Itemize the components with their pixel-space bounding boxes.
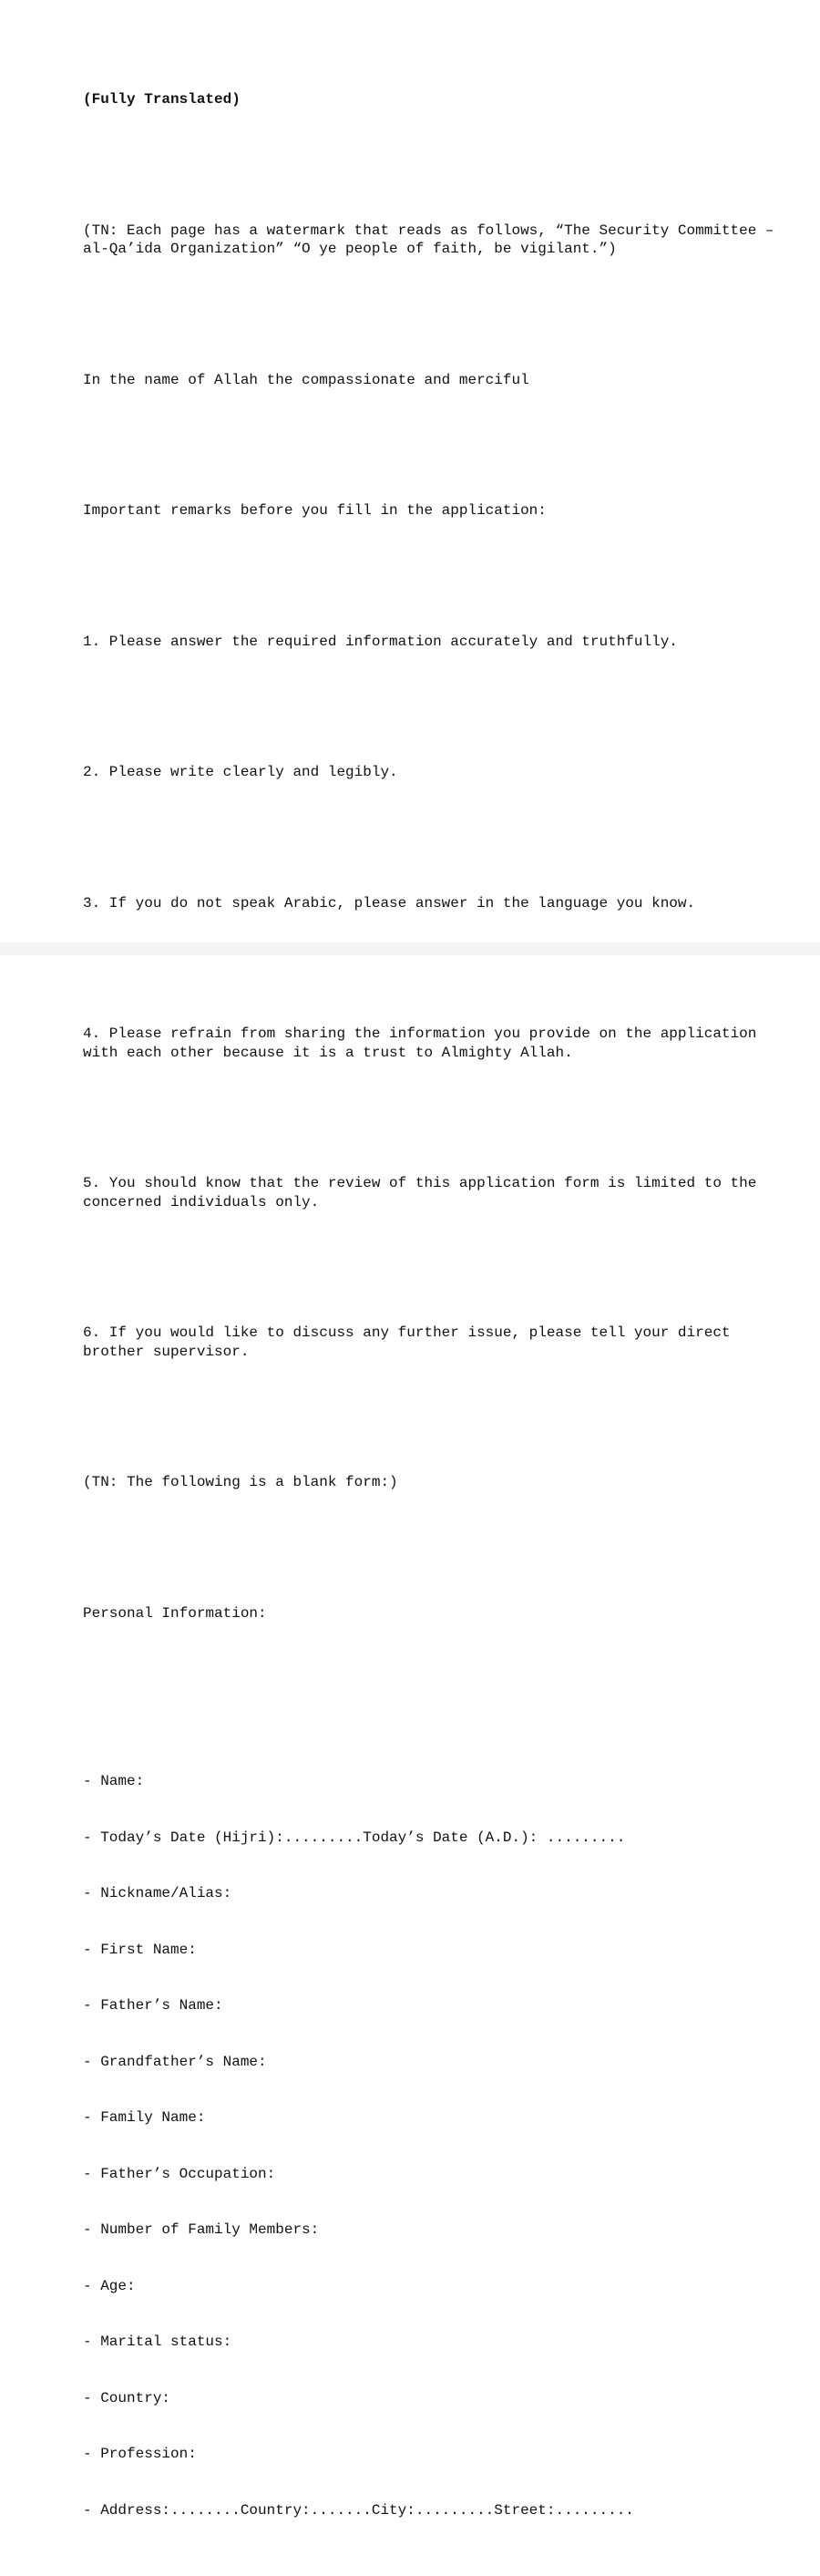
remark-item: 5. You should know that the review of this application form is limited to the concerned individuals only. xyxy=(83,1175,765,1211)
form-field-line: - Address:........Country:.......City:.........Street:......... xyxy=(83,2501,634,2519)
remark-item: 2. Please write clearly and legibly. xyxy=(83,764,398,780)
form-field-line: - Country: xyxy=(83,2389,171,2406)
form-field-line: - Number of Family Members: xyxy=(83,2221,320,2238)
form-field-line: - Today’s Date (Hijri):.........Today’s Date (A.D.): ......... xyxy=(83,1829,626,1846)
form-field-line: - First Name: xyxy=(83,1941,197,1958)
remarks-intro: Important remarks before you fill in the application: xyxy=(83,502,547,519)
document-heading: (Fully Translated) xyxy=(83,91,241,108)
translator-note-watermark: (TN: Each page has a watermark that reads as follows, “The Security Committee – al-Qa’ida Organization” “O ye people of faith, be vigilant.”) xyxy=(83,222,784,257)
form-field-line: - Marital status: xyxy=(83,2334,232,2350)
page-bottom-edge xyxy=(0,943,820,955)
remark-item: 4. Please refrain from sharing the information you provide on the application with each other because it is a trust to Almighty Allah. xyxy=(83,1025,765,1061)
form-field-line: - Profession: xyxy=(83,2446,197,2462)
document-page xyxy=(83,53,794,2576)
remark-item: 3. If you do not speak Arabic, please answer in the language you know. xyxy=(83,894,696,912)
form-field-line: - Name: xyxy=(83,1773,145,1789)
form-field-line: - Family Name: xyxy=(83,2109,206,2126)
form-field-line: - Father’s Occupation: xyxy=(83,2165,276,2182)
remark-item: 6. If you would like to discuss any further issue, please tell your direct brother supervisor. xyxy=(83,1324,740,1360)
section-title: Personal Information: xyxy=(83,1604,267,1622)
invocation-text: In the name of Allah the compassionate and merciful xyxy=(83,371,529,388)
blank-form-note: (TN: The following is a blank form:) xyxy=(83,1474,398,1490)
remark-item: 1. Please answer the required information accurately and truthfully. xyxy=(83,633,678,650)
form-field-line: - Grandfather’s Name: xyxy=(83,2053,267,2070)
form-field-line: - Nickname/Alias: xyxy=(83,1885,232,1901)
personal-info-field-list xyxy=(83,1735,794,2557)
form-field-line: - Age: xyxy=(83,2277,136,2294)
form-field-line: - Father’s Name: xyxy=(83,1997,223,2014)
